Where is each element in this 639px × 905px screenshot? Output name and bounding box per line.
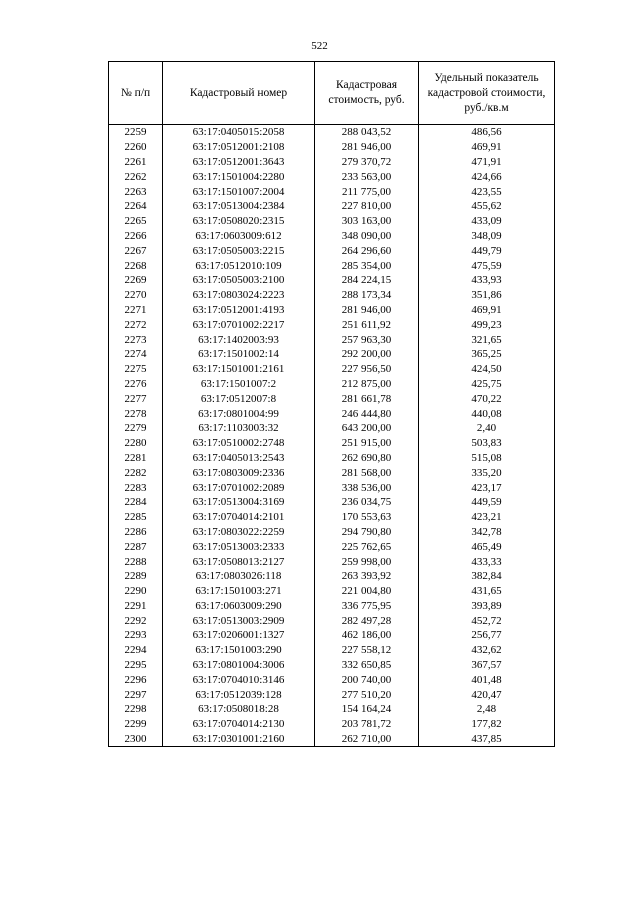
table-row <box>109 199 555 214</box>
cell-cadastral-number: 63:17:0512001:4193 <box>163 303 315 318</box>
cell-cadastral-number: 63:17:1501007:2004 <box>163 184 315 199</box>
cell-index: 2283 <box>109 480 163 495</box>
cell-specific-value: 455,62 <box>419 199 555 214</box>
cell-index: 2295 <box>109 658 163 673</box>
cell-cadastral-value: 281 946,00 <box>315 303 419 318</box>
table-row <box>109 362 555 377</box>
cell-index: 2279 <box>109 421 163 436</box>
cell-cadastral-value: 338 536,00 <box>315 480 419 495</box>
table-row <box>109 451 555 466</box>
cell-specific-value: 2,48 <box>419 702 555 717</box>
cell-specific-value: 440,08 <box>419 406 555 421</box>
table-row <box>109 510 555 525</box>
cell-specific-value: 423,17 <box>419 480 555 495</box>
cell-cadastral-number: 63:17:1501002:14 <box>163 347 315 362</box>
cell-specific-value: 469,91 <box>419 140 555 155</box>
cell-index: 2293 <box>109 628 163 643</box>
cell-specific-value: 449,79 <box>419 243 555 258</box>
cell-index: 2263 <box>109 184 163 199</box>
cell-specific-value: 515,08 <box>419 451 555 466</box>
cell-cadastral-value: 462 186,00 <box>315 628 419 643</box>
cell-specific-value: 401,48 <box>419 672 555 687</box>
cadastral-table <box>108 61 555 747</box>
cell-specific-value: 365,25 <box>419 347 555 362</box>
cell-index: 2296 <box>109 672 163 687</box>
table-row <box>109 569 555 584</box>
cell-cadastral-value: 236 034,75 <box>315 495 419 510</box>
cell-specific-value: 425,75 <box>419 377 555 392</box>
table-row <box>109 273 555 288</box>
cell-cadastral-number: 63:17:0704014:2101 <box>163 510 315 525</box>
cell-cadastral-value: 203 781,72 <box>315 717 419 732</box>
cell-cadastral-number: 63:17:1103003:32 <box>163 421 315 436</box>
cell-cadastral-value: 212 875,00 <box>315 377 419 392</box>
cell-specific-value: 449,59 <box>419 495 555 510</box>
cell-specific-value: 177,82 <box>419 717 555 732</box>
cell-specific-value: 2,40 <box>419 421 555 436</box>
table-row <box>109 377 555 392</box>
cell-specific-value: 431,65 <box>419 584 555 599</box>
cell-cadastral-value: 227 558,12 <box>315 643 419 658</box>
table-row <box>109 672 555 687</box>
cell-cadastral-value: 281 946,00 <box>315 140 419 155</box>
table-row <box>109 584 555 599</box>
table-row <box>109 539 555 554</box>
cell-index: 2277 <box>109 391 163 406</box>
cell-cadastral-number: 63:17:0704010:3146 <box>163 672 315 687</box>
table-row <box>109 658 555 673</box>
cell-specific-value: 503,83 <box>419 436 555 451</box>
table-row <box>109 317 555 332</box>
cell-cadastral-value: 154 164,24 <box>315 702 419 717</box>
cell-cadastral-value: 211 775,00 <box>315 184 419 199</box>
cell-cadastral-number: 63:17:0803024:2223 <box>163 288 315 303</box>
table-body <box>109 125 555 747</box>
cell-cadastral-number: 63:17:0405013:2543 <box>163 451 315 466</box>
cell-specific-value: 475,59 <box>419 258 555 273</box>
cell-specific-value: 433,09 <box>419 214 555 229</box>
cell-cadastral-number: 63:17:0510002:2748 <box>163 436 315 451</box>
table-row <box>109 347 555 362</box>
cell-specific-value: 424,66 <box>419 169 555 184</box>
cell-index: 2278 <box>109 406 163 421</box>
cell-cadastral-number: 63:17:0513004:3169 <box>163 495 315 510</box>
cell-index: 2274 <box>109 347 163 362</box>
cell-index: 2264 <box>109 199 163 214</box>
cell-cadastral-value: 200 740,00 <box>315 672 419 687</box>
cell-cadastral-value: 282 497,28 <box>315 613 419 628</box>
cell-index: 2298 <box>109 702 163 717</box>
cell-cadastral-value: 264 296,60 <box>315 243 419 258</box>
cell-index: 2297 <box>109 687 163 702</box>
cell-cadastral-number: 63:17:1501003:290 <box>163 643 315 658</box>
page-number: 522 <box>311 40 328 52</box>
cell-index: 2289 <box>109 569 163 584</box>
table-row <box>109 732 555 747</box>
cell-cadastral-value: 288 173,34 <box>315 288 419 303</box>
table-row <box>109 628 555 643</box>
cell-cadastral-number: 63:17:0508013:2127 <box>163 554 315 569</box>
cell-cadastral-number: 63:17:0603009:612 <box>163 229 315 244</box>
table-row <box>109 599 555 614</box>
cell-index: 2294 <box>109 643 163 658</box>
cell-specific-value: 348,09 <box>419 229 555 244</box>
cell-cadastral-number: 63:17:0508018:28 <box>163 702 315 717</box>
table-row <box>109 155 555 170</box>
table-row <box>109 303 555 318</box>
cell-index: 2299 <box>109 717 163 732</box>
cell-index: 2270 <box>109 288 163 303</box>
cell-index: 2261 <box>109 155 163 170</box>
cell-index: 2290 <box>109 584 163 599</box>
cell-cadastral-value: 170 553,63 <box>315 510 419 525</box>
cell-index: 2292 <box>109 613 163 628</box>
table-row <box>109 525 555 540</box>
cell-cadastral-number: 63:17:0512001:3643 <box>163 155 315 170</box>
cell-index: 2281 <box>109 451 163 466</box>
cell-index: 2284 <box>109 495 163 510</box>
cell-specific-value: 469,91 <box>419 303 555 318</box>
cell-cadastral-value: 279 370,72 <box>315 155 419 170</box>
table-row <box>109 702 555 717</box>
cell-specific-value: 499,23 <box>419 317 555 332</box>
cell-specific-value: 420,47 <box>419 687 555 702</box>
cell-specific-value: 433,93 <box>419 273 555 288</box>
cell-cadastral-number: 63:17:0513003:2333 <box>163 539 315 554</box>
cell-specific-value: 342,78 <box>419 525 555 540</box>
cell-cadastral-number: 63:17:0701002:2217 <box>163 317 315 332</box>
table-row <box>109 554 555 569</box>
cell-specific-value: 423,21 <box>419 510 555 525</box>
cell-specific-value: 256,77 <box>419 628 555 643</box>
header-row <box>109 62 555 125</box>
cell-specific-value: 486,56 <box>419 125 555 140</box>
cell-cadastral-value: 336 775,95 <box>315 599 419 614</box>
cell-cadastral-value: 284 224,15 <box>315 273 419 288</box>
cell-specific-value: 433,33 <box>419 554 555 569</box>
cell-index: 2285 <box>109 510 163 525</box>
cell-index: 2271 <box>109 303 163 318</box>
cell-specific-value: 423,55 <box>419 184 555 199</box>
cell-cadastral-value: 277 510,20 <box>315 687 419 702</box>
table-row <box>109 495 555 510</box>
header-cadastral-number: Кадастровый номер <box>163 62 315 125</box>
cell-cadastral-value: 288 043,52 <box>315 125 419 140</box>
cell-cadastral-value: 225 762,65 <box>315 539 419 554</box>
cell-index: 2266 <box>109 229 163 244</box>
cell-index: 2268 <box>109 258 163 273</box>
cell-specific-value: 452,72 <box>419 613 555 628</box>
cell-cadastral-number: 63:17:0206001:1327 <box>163 628 315 643</box>
cell-index: 2287 <box>109 539 163 554</box>
cell-cadastral-value: 332 650,85 <box>315 658 419 673</box>
cell-cadastral-number: 63:17:0513004:2384 <box>163 199 315 214</box>
cell-index: 2291 <box>109 599 163 614</box>
cell-cadastral-number: 63:17:0301001:2160 <box>163 732 315 747</box>
cell-cadastral-value: 281 661,78 <box>315 391 419 406</box>
cell-specific-value: 465,49 <box>419 539 555 554</box>
cell-cadastral-number: 63:17:0512007:8 <box>163 391 315 406</box>
cell-cadastral-value: 285 354,00 <box>315 258 419 273</box>
cell-cadastral-number: 63:17:0512001:2108 <box>163 140 315 155</box>
table-row <box>109 643 555 658</box>
cell-cadastral-number: 63:17:0505003:2215 <box>163 243 315 258</box>
cell-cadastral-number: 63:17:0512010:109 <box>163 258 315 273</box>
header-specific-value: Удельный показатель кадастровой стоимости, руб./кв.м <box>419 62 555 125</box>
cell-cadastral-number: 63:17:0704014:2130 <box>163 717 315 732</box>
cell-cadastral-value: 251 915,00 <box>315 436 419 451</box>
cell-cadastral-number: 63:17:0803026:118 <box>163 569 315 584</box>
cell-specific-value: 335,20 <box>419 465 555 480</box>
cell-index: 2260 <box>109 140 163 155</box>
cell-index: 2300 <box>109 732 163 747</box>
cell-cadastral-number: 63:17:0512039:128 <box>163 687 315 702</box>
cell-index: 2273 <box>109 332 163 347</box>
cell-cadastral-number: 63:17:0603009:290 <box>163 599 315 614</box>
cell-index: 2265 <box>109 214 163 229</box>
cell-specific-value: 471,91 <box>419 155 555 170</box>
table-row <box>109 214 555 229</box>
cell-cadastral-value: 262 710,00 <box>315 732 419 747</box>
cell-cadastral-value: 257 963,30 <box>315 332 419 347</box>
cell-index: 2262 <box>109 169 163 184</box>
table-row <box>109 687 555 702</box>
cell-cadastral-value: 246 444,80 <box>315 406 419 421</box>
table-row <box>109 288 555 303</box>
cell-specific-value: 437,85 <box>419 732 555 747</box>
table-row <box>109 391 555 406</box>
header-cadastral-value: Кадастровая стоимость, руб. <box>315 62 419 125</box>
cell-cadastral-number: 63:17:1501003:271 <box>163 584 315 599</box>
cell-cadastral-value: 294 790,80 <box>315 525 419 540</box>
cell-cadastral-number: 63:17:0508020:2315 <box>163 214 315 229</box>
table-row <box>109 436 555 451</box>
cell-cadastral-value: 259 998,00 <box>315 554 419 569</box>
header-index: № п/п <box>109 62 163 125</box>
cell-index: 2269 <box>109 273 163 288</box>
cell-index: 2259 <box>109 125 163 140</box>
table-row <box>109 613 555 628</box>
cell-index: 2286 <box>109 525 163 540</box>
cell-cadastral-number: 63:17:1402003:93 <box>163 332 315 347</box>
cell-cadastral-value: 233 563,00 <box>315 169 419 184</box>
cell-specific-value: 424,50 <box>419 362 555 377</box>
cell-specific-value: 382,84 <box>419 569 555 584</box>
cell-index: 2282 <box>109 465 163 480</box>
cell-cadastral-value: 348 090,00 <box>315 229 419 244</box>
cell-cadastral-number: 63:17:0505003:2100 <box>163 273 315 288</box>
cell-cadastral-number: 63:17:1501007:2 <box>163 377 315 392</box>
cell-cadastral-number: 63:17:0801004:3006 <box>163 658 315 673</box>
table-row <box>109 243 555 258</box>
cell-cadastral-value: 643 200,00 <box>315 421 419 436</box>
cell-cadastral-value: 227 810,00 <box>315 199 419 214</box>
table-row <box>109 421 555 436</box>
cell-cadastral-number: 63:17:0801004:99 <box>163 406 315 421</box>
cell-cadastral-number: 63:17:1501001:2161 <box>163 362 315 377</box>
cell-specific-value: 432,62 <box>419 643 555 658</box>
table-row <box>109 140 555 155</box>
table-row <box>109 125 555 140</box>
cell-cadastral-value: 303 163,00 <box>315 214 419 229</box>
cell-index: 2276 <box>109 377 163 392</box>
table-row <box>109 184 555 199</box>
cell-cadastral-value: 292 200,00 <box>315 347 419 362</box>
cell-specific-value: 470,22 <box>419 391 555 406</box>
cell-cadastral-value: 281 568,00 <box>315 465 419 480</box>
cell-cadastral-number: 63:17:0405015:2058 <box>163 125 315 140</box>
cell-cadastral-value: 227 956,50 <box>315 362 419 377</box>
table-row <box>109 258 555 273</box>
cell-cadastral-number: 63:17:0513003:2909 <box>163 613 315 628</box>
cell-cadastral-number: 63:17:0803022:2259 <box>163 525 315 540</box>
table-row <box>109 229 555 244</box>
cell-cadastral-value: 262 690,80 <box>315 451 419 466</box>
table-row <box>109 332 555 347</box>
cell-specific-value: 367,57 <box>419 658 555 673</box>
table-row <box>109 406 555 421</box>
cell-specific-value: 321,65 <box>419 332 555 347</box>
cell-cadastral-number: 63:17:0803009:2336 <box>163 465 315 480</box>
cell-specific-value: 393,89 <box>419 599 555 614</box>
table-row <box>109 465 555 480</box>
cell-cadastral-value: 251 611,92 <box>315 317 419 332</box>
table-row <box>109 480 555 495</box>
cell-index: 2272 <box>109 317 163 332</box>
table-row <box>109 717 555 732</box>
cell-cadastral-number: 63:17:1501004:2280 <box>163 169 315 184</box>
cell-index: 2275 <box>109 362 163 377</box>
cell-cadastral-value: 263 393,92 <box>315 569 419 584</box>
cell-cadastral-value: 221 004,80 <box>315 584 419 599</box>
table-header <box>109 62 555 125</box>
cell-index: 2280 <box>109 436 163 451</box>
cell-cadastral-number: 63:17:0701002:2089 <box>163 480 315 495</box>
cell-specific-value: 351,86 <box>419 288 555 303</box>
cell-index: 2267 <box>109 243 163 258</box>
table-row <box>109 169 555 184</box>
cell-index: 2288 <box>109 554 163 569</box>
